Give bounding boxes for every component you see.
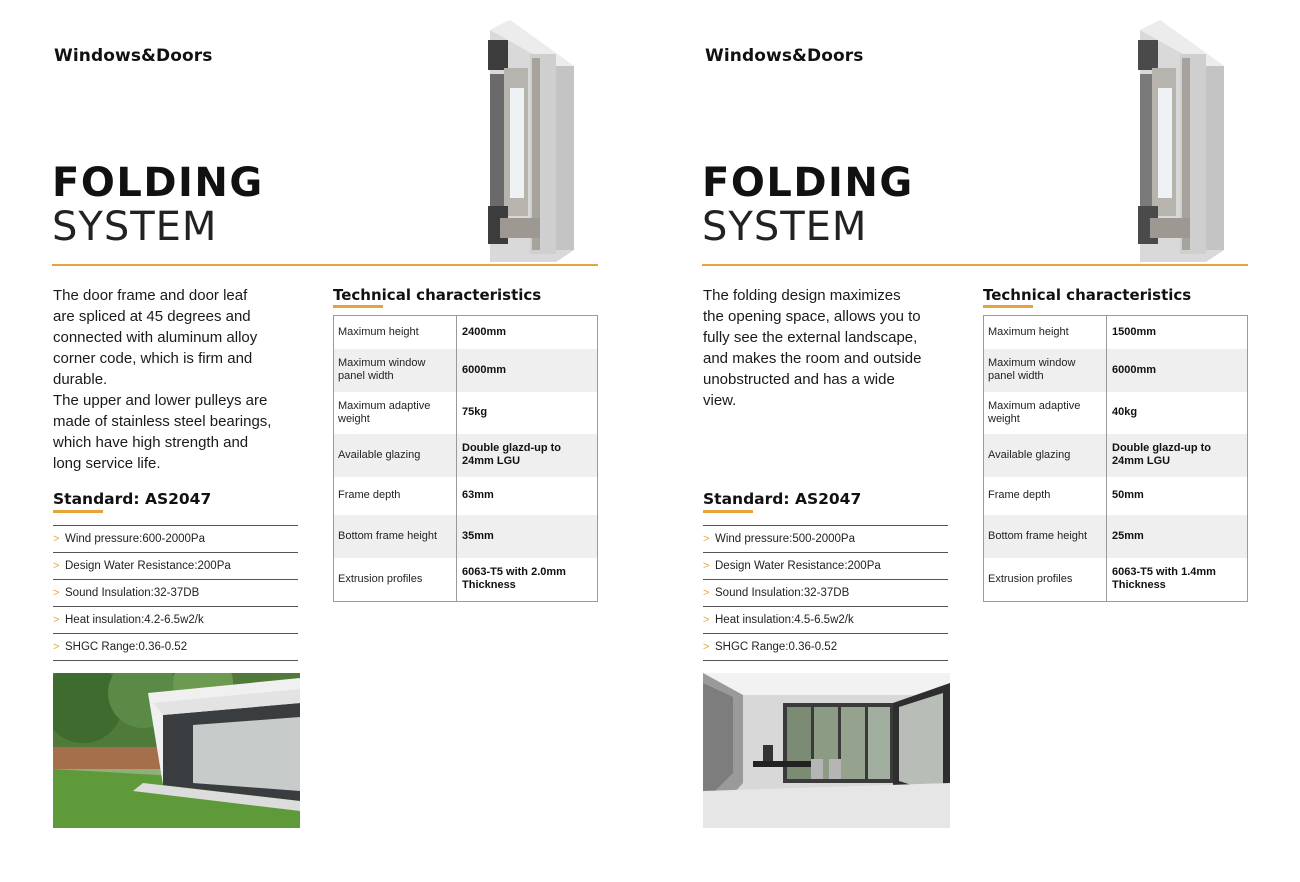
table-row: Extrusion profiles 6063-T5 with 1.4mm Thickness — [984, 558, 1248, 602]
chevron-right-icon: > — [53, 614, 60, 626]
tech-table — [983, 315, 1248, 602]
brand-name: Windows&Doors — [705, 46, 864, 66]
list-item: > Wind pressure:500-2000Pa — [703, 526, 948, 553]
list-item: > Sound Insulation:32-37DB — [53, 580, 298, 607]
table-row: Maximum adaptive weight 75kg — [334, 392, 598, 434]
tech-table — [333, 315, 598, 602]
standard-list — [53, 525, 298, 661]
title-bold: FOLDING — [52, 160, 264, 206]
title-light: SYSTEM — [702, 204, 868, 250]
table-row: Bottom frame height 25mm — [984, 515, 1248, 558]
chevron-right-icon: > — [53, 533, 60, 545]
tech-title: Technical characteristics — [333, 286, 542, 304]
divider — [702, 264, 1248, 266]
interior-room-photo — [703, 673, 950, 828]
chevron-right-icon: > — [703, 641, 710, 653]
standard-title: Standard: AS2047 — [703, 490, 862, 508]
chevron-right-icon: > — [703, 587, 710, 599]
brochure-page-right — [650, 0, 1300, 882]
table-row: Maximum height 2400mm — [334, 316, 598, 349]
title-bold: FOLDING — [702, 160, 914, 206]
brand-name: Windows&Doors — [54, 46, 213, 66]
aluminum-profile-image — [470, 18, 574, 262]
table-row: Maximum adaptive weight 40kg — [984, 392, 1248, 434]
list-item: > Sound Insulation:32-37DB — [703, 580, 948, 607]
house-exterior-photo — [53, 673, 300, 828]
list-item: > Design Water Resistance:200Pa — [703, 553, 948, 580]
list-item: > SHGC Range:0.36-0.52 — [703, 634, 948, 661]
table-row: Frame depth 50mm — [984, 477, 1248, 515]
standard-title: Standard: AS2047 — [53, 490, 212, 508]
divider — [52, 264, 598, 266]
description: The door frame and door leaf are spliced at 45 degrees and connected with aluminum alloy corner code, which is firm and durable. The upper and lower pulleys are made of stainless steel bearings, which have high strength and long service life. — [53, 287, 272, 472]
title-light: SYSTEM — [52, 204, 218, 250]
chevron-right-icon: > — [53, 641, 60, 653]
tech-title: Technical characteristics — [983, 286, 1192, 304]
table-row: Available glazing Double glazd-up to 24mm LGU — [334, 434, 598, 477]
chevron-right-icon: > — [703, 533, 710, 545]
description: The folding design maximizes the opening space, allows you to fully see the external landscape, and makes the room and outside unobstructed and has a wide view. — [703, 287, 922, 409]
table-row: Bottom frame height 35mm — [334, 515, 598, 558]
table-row: Maximum height 1500mm — [984, 316, 1248, 349]
chevron-right-icon: > — [703, 560, 710, 572]
list-item: > Design Water Resistance:200Pa — [53, 553, 298, 580]
standard-underline — [53, 510, 103, 513]
table-row: Available glazing Double glazd-up to 24mm LGU — [984, 434, 1248, 477]
chevron-right-icon: > — [53, 560, 60, 572]
standard-underline — [703, 510, 753, 513]
standard-list — [703, 525, 948, 661]
chevron-right-icon: > — [53, 587, 60, 599]
list-item: > SHGC Range:0.36-0.52 — [53, 634, 298, 661]
tech-underline — [983, 305, 1033, 308]
table-row: Extrusion profiles 6063-T5 with 2.0mm Thickness — [334, 558, 598, 602]
table-row: Maximum window panel width 6000mm — [334, 349, 598, 392]
chevron-right-icon: > — [703, 614, 710, 626]
aluminum-profile-image — [1120, 18, 1224, 262]
list-item: > Wind pressure:600-2000Pa — [53, 526, 298, 553]
tech-underline — [333, 305, 383, 308]
table-row: Maximum window panel width 6000mm — [984, 349, 1248, 392]
table-row: Frame depth 63mm — [334, 477, 598, 515]
list-item: > Heat insulation:4.5-6.5w2/k — [703, 607, 948, 634]
list-item: > Heat insulation:4.2-6.5w2/k — [53, 607, 298, 634]
